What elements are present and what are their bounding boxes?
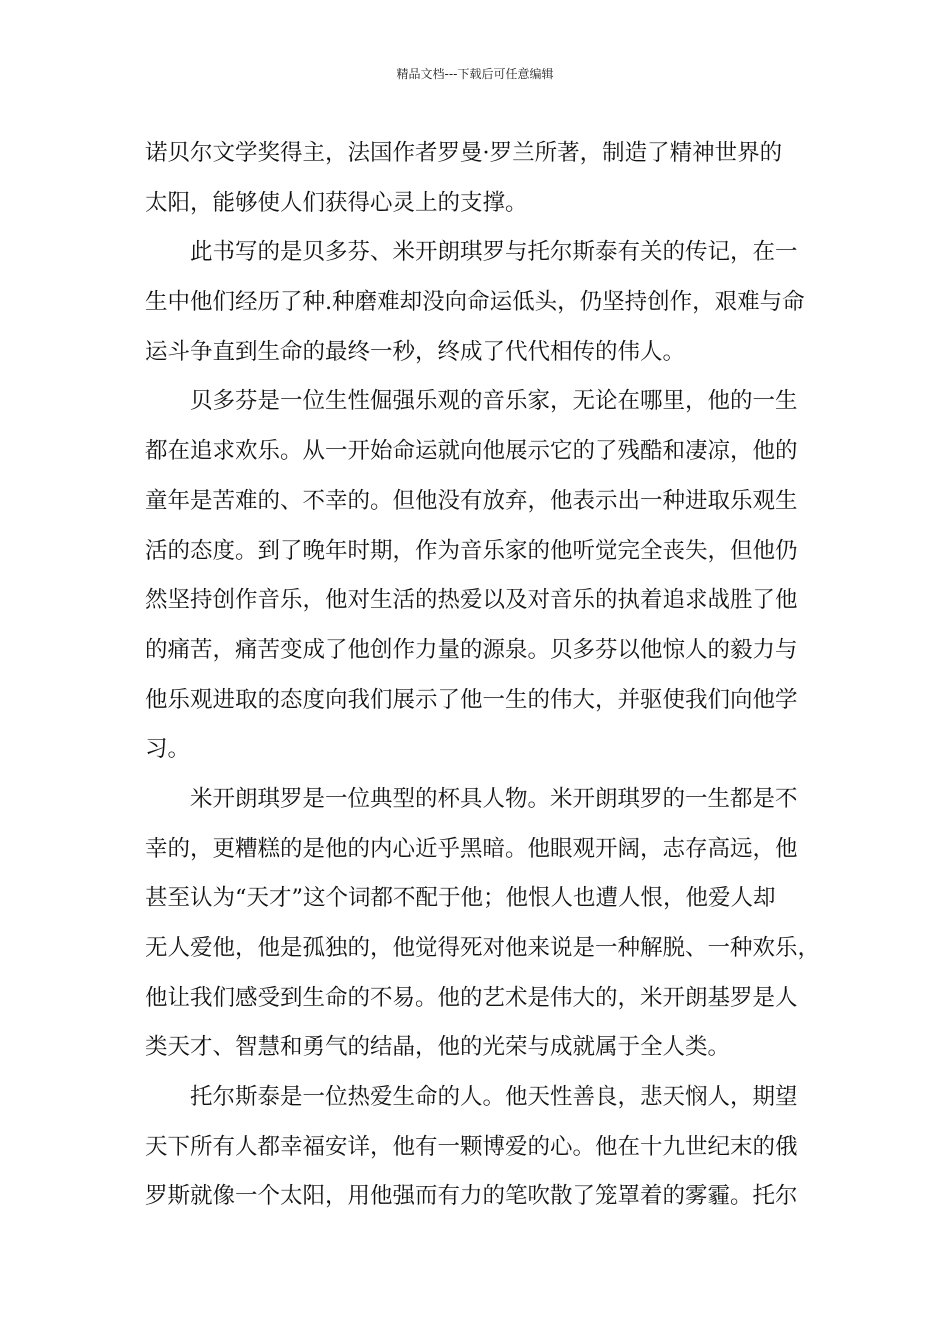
text-line: 天下所有人都幸福安详，他有一颗博爱的心。他在十九世纪末的俄 — [145, 1133, 798, 1160]
text-line: 生中他们经历了种.种磨难却没向命运低头，仍坚持创作，艰难与命 — [145, 289, 805, 316]
text-line: 米开朗琪罗是一位典型的杯具人物。米开朗琪罗的一生都是不 — [190, 785, 798, 812]
text-line: 托尔斯泰是一位热爱生命的人。他天性善良，悲天悯人，期望 — [190, 1084, 798, 1111]
text-line: 幸的，更糟糕的是他的内心近乎黑暗。他眼观开阔，志存高远，他 — [145, 835, 798, 862]
text-line: 无人爱他，他是孤独的，他觉得死对他来说是一种解脱、一种欢乐， — [145, 935, 821, 961]
document-body — [145, 129, 825, 1222]
text-line: 此书写的是贝多芬、米开朗琪罗与托尔斯泰有关的传记，在一 — [190, 239, 798, 266]
page-header: 精品文档---下载后可任意编辑 — [396, 67, 554, 81]
text-line: 太阳，能够使人们获得心灵上的支撑。 — [145, 189, 528, 216]
text-line: 的痛苦，痛苦变成了他创作力量的源泉。贝多芬以他惊人的毅力与 — [145, 636, 798, 663]
text-line: 活的态度。到了晚年时期，作为音乐家的他听觉完全丧失，但他仍 — [145, 537, 798, 564]
text-line: 他乐观进取的态度向我们展示了他一生的伟大，并驱使我们向他学 — [145, 686, 798, 713]
text-line: 罗斯就像一个太阳，用他强而有力的笔吹散了笼罩着的雾霾。托尔 — [145, 1183, 798, 1210]
text-line: 贝多芬是一位生性倔强乐观的音乐家，无论在哪里，他的一生 — [190, 388, 798, 415]
text-line: 都在追求欢乐。从一开始命运就向他展示它的了残酷和凄凉，他的 — [145, 438, 798, 465]
text-line: 甚至认为“天才”这个词都不配于他；他恨人也遭人恨，他爱人却 — [145, 885, 776, 912]
text-line: 然坚持创作音乐，他对生活的热爱以及对音乐的执着追求战胜了他 — [145, 587, 798, 614]
text-line: 运斗争直到生命的最终一秒，终成了代代相传的伟人。 — [145, 338, 686, 365]
text-line: 类天才、智慧和勇气的结晶，他的光荣与成就属于全人类。 — [145, 1034, 731, 1061]
text-line: 诺贝尔文学奖得主，法国作者罗曼·罗兰所著，制造了精神世界的 — [145, 140, 783, 166]
text-line: 他让我们感受到生命的不易。他的艺术是伟大的，米开朗基罗是人 — [145, 984, 798, 1011]
text-line: 童年是苦难的、不幸的。但他没有放弃，他表示出一种进取乐观生 — [145, 487, 798, 514]
text-line: 习。 — [145, 736, 191, 763]
